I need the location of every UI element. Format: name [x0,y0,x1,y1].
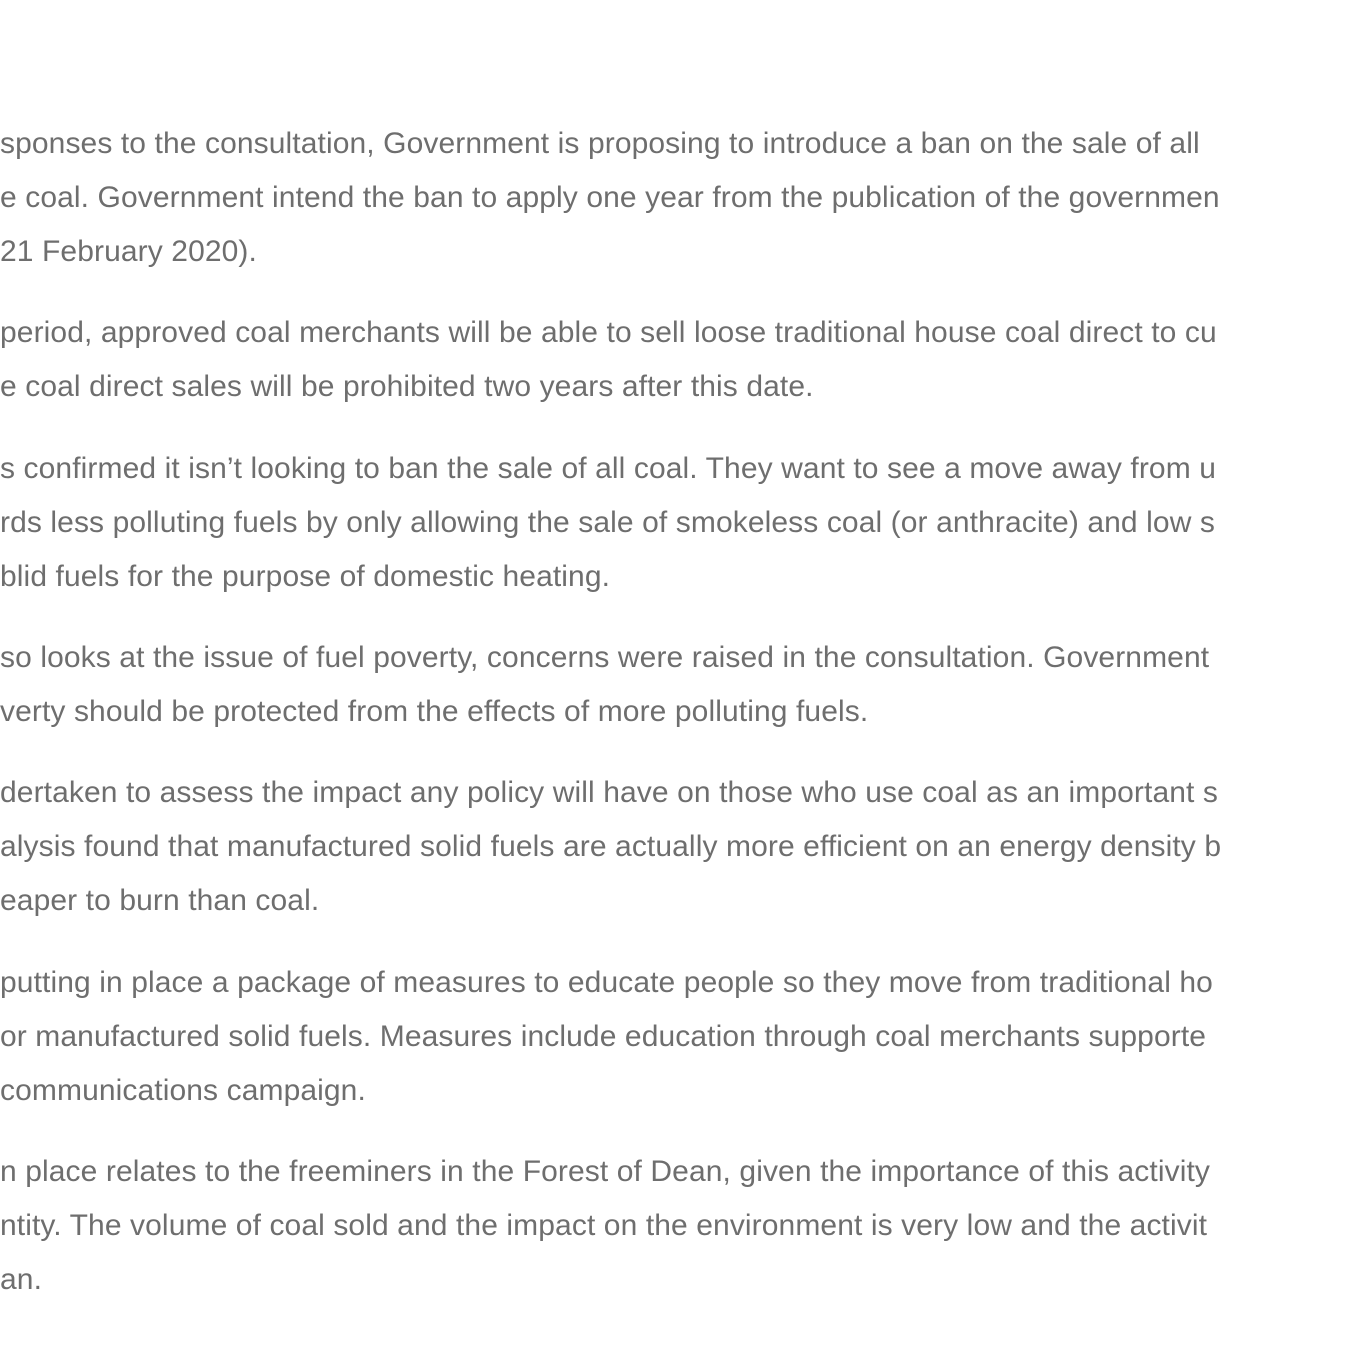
paragraph-3-line-2: rds less polluting fuels by only allowing the sale of smokeless coal (or anthracite) and low s [0,506,1215,539]
paragraph-1-line-3: 21 February 2020). [0,235,257,268]
paragraph-5-line-3: eaper to burn than coal. [0,884,320,917]
paragraph-5-line-2: alysis found that manufactured solid fuels are actually more efficient on an energy density b [0,830,1222,863]
paragraph-1-line-1: sponses to the consultation, Government is proposing to introduce a ban on the sale of all [0,127,1200,160]
paragraph-6-line-3: communications campaign. [0,1074,366,1107]
paragraph-5-line-1: dertaken to assess the impact any policy will have on those who use coal as an important s [0,776,1218,809]
paragraph-3-line-1: s confirmed it isn’t looking to ban the sale of all coal. They want to see a move away from u [0,452,1217,485]
paragraph-4-line-1: so looks at the issue of fuel poverty, concerns were raised in the consultation. Government [0,641,1210,674]
paragraph-4-line-2: verty should be protected from the effects of more polluting fuels. [0,695,869,728]
paragraph-3-line-3: blid fuels for the purpose of domestic heating. [0,560,611,593]
paragraph-7-line-2: ntity. The volume of coal sold and the impact on the environment is very low and the activit [0,1209,1208,1242]
paragraph-2-line-2: e coal direct sales will be prohibited two years after this date. [0,370,814,403]
paragraph-2-line-1: period, approved coal merchants will be able to sell loose traditional house coal direct to cu [0,316,1217,349]
paragraph-7-line-3: an. [0,1263,43,1296]
paragraph-1-line-2: e coal. Government intend the ban to apply one year from the publication of the governmen [0,181,1220,214]
paragraph-6-line-1: putting in place a package of measures to educate people so they move from traditional ho [0,966,1213,999]
paragraph-6-line-2: or manufactured solid fuels. Measures include education through coal merchants supporte [0,1020,1207,1053]
paragraph-7-line-1: n place relates to the freeminers in the Forest of Dean, given the importance of this activity [0,1155,1210,1188]
